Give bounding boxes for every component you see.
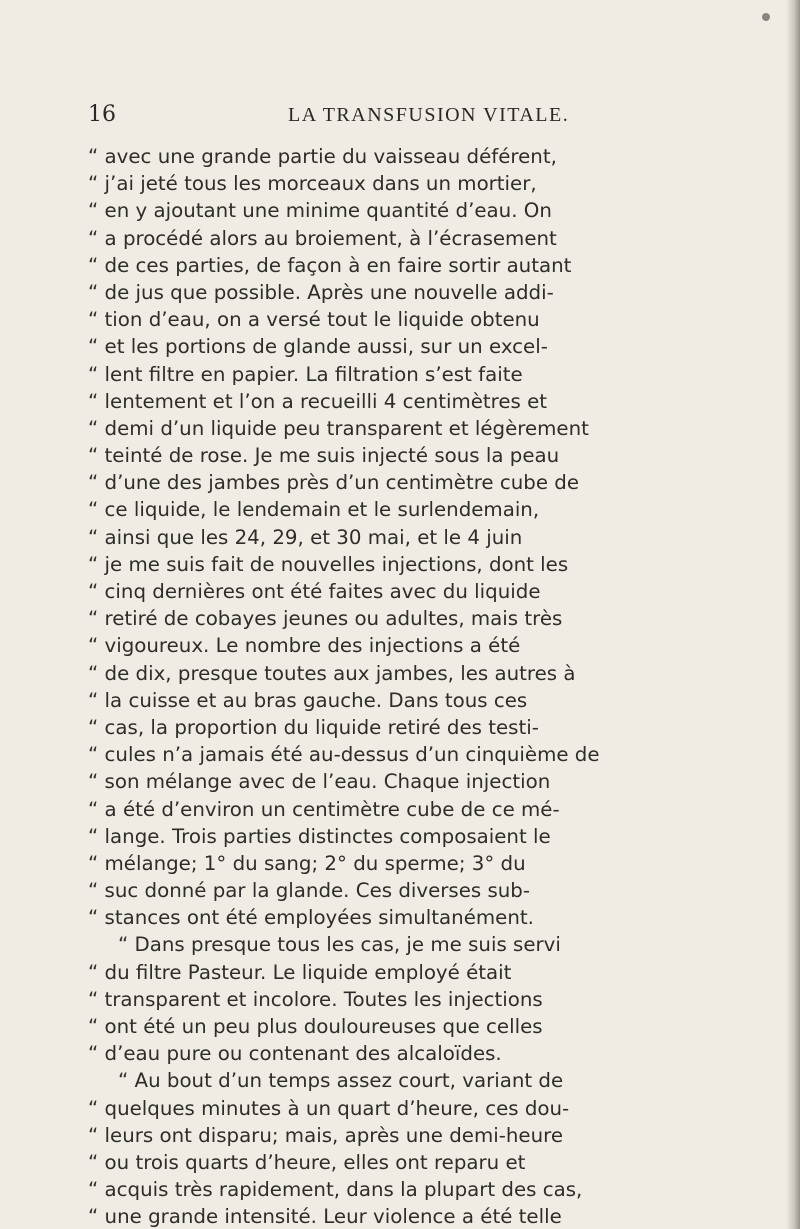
text-line: “ suc donné par la glande. Ces diverses sub- <box>88 879 530 903</box>
text-line: “ tion d’eau, on a versé tout le liquide obtenu <box>88 308 540 332</box>
text-line: “ quelques minutes à un quart d’heure, ces dou- <box>88 1096 570 1120</box>
text-line: “ mélange; 1° du sang; 2° du sperme; 3° du <box>88 851 526 875</box>
paper-speck <box>762 13 770 21</box>
paragraph-start-line: “ Au bout d’un temps assez court, variant de <box>118 1069 564 1093</box>
text-line: “ de jus que possible. Après une nouvelle addi- <box>88 280 554 304</box>
text-line: “ ce liquide, le lendemain et le surlendemain, <box>88 498 540 522</box>
page-header <box>88 102 768 132</box>
text-line: “ son mélange avec de l’eau. Chaque injection <box>88 770 551 794</box>
text-line: “ de dix, presque toutes aux jambes, les autres à <box>88 661 576 685</box>
text-line: “ ou trois quarts d’heure, elles ont reparu et <box>88 1150 526 1174</box>
body-text <box>88 143 768 1229</box>
text-line: “ une grande intensité. Leur violence a été telle <box>88 1205 562 1229</box>
page-edge-shadow <box>786 0 800 1229</box>
text-line: “ lange. Trois parties distinctes composaient le <box>88 824 551 848</box>
text-line: “ la cuisse et au bras gauche. Dans tous ces <box>88 688 528 712</box>
text-line: “ et les portions de glande aussi, sur un excel- <box>88 335 548 359</box>
text-line: “ vigoureux. Le nombre des injections a été <box>88 634 521 658</box>
text-line: “ de ces parties, de façon à en faire sortir autant <box>88 253 572 277</box>
text-line: “ leurs ont disparu; mais, après une demi-heure <box>88 1123 563 1147</box>
running-head: LA TRANSFUSION VITALE. <box>288 104 570 126</box>
text-line: “ en y ajoutant une minime quantité d’eau. On <box>88 199 552 223</box>
text-line: “ a procédé alors au broiement, à l’écrasement <box>88 226 557 250</box>
text-line: “ demi d’un liquide peu transparent et légèrement <box>88 416 589 440</box>
text-line: “ cas, la proportion du liquide retiré des testi- <box>88 715 539 739</box>
text-line: “ lentement et l’on a recueilli 4 centimètres et <box>88 389 548 413</box>
text-line: “ acquis très rapidement, dans la plupart des cas, <box>88 1178 583 1202</box>
paragraph-start-line: “ Dans presque tous les cas, je me suis servi <box>118 933 561 957</box>
text-line: “ teinté de rose. Je me suis injecté sous la peau <box>88 444 560 468</box>
text-line: “ a été d’environ un centimètre cube de ce mé- <box>88 797 560 821</box>
text-line: “ transparent et incolore. Toutes les injections <box>88 987 543 1011</box>
text-line: “ d’une des jambes près d’un centimètre cube de <box>88 471 580 495</box>
text-line: “ ont été un peu plus douloureuses que celles <box>88 1015 543 1038</box>
page-number: 16 <box>88 102 116 127</box>
text-line: “ ainsi que les 24, 29, et 30 mai, et le 4 juin <box>88 525 523 549</box>
text-line: “ cinq dernières ont été faites avec du liquide <box>88 580 541 603</box>
text-line: “ j’ai jeté tous les morceaux dans un mortier, <box>88 172 537 196</box>
text-line: “ cules n’a jamais été au-dessus d’un cinquième de <box>88 743 600 767</box>
text-line: “ d’eau pure ou contenant des alcaloïdes. <box>88 1042 502 1066</box>
text-line: “ stances ont été employées simultanément. <box>88 906 534 930</box>
text-line: “ je me suis fait de nouvelles injections, dont les <box>88 552 569 576</box>
text-line: “ du filtre Pasteur. Le liquide employé était <box>88 960 512 984</box>
text-line: “ lent filtre en papier. La filtration s’est faite <box>88 362 523 386</box>
text-line: “ avec une grande partie du vaisseau déférent, <box>88 145 557 168</box>
text-line: “ retiré de cobayes jeunes ou adultes, mais très <box>88 607 563 631</box>
